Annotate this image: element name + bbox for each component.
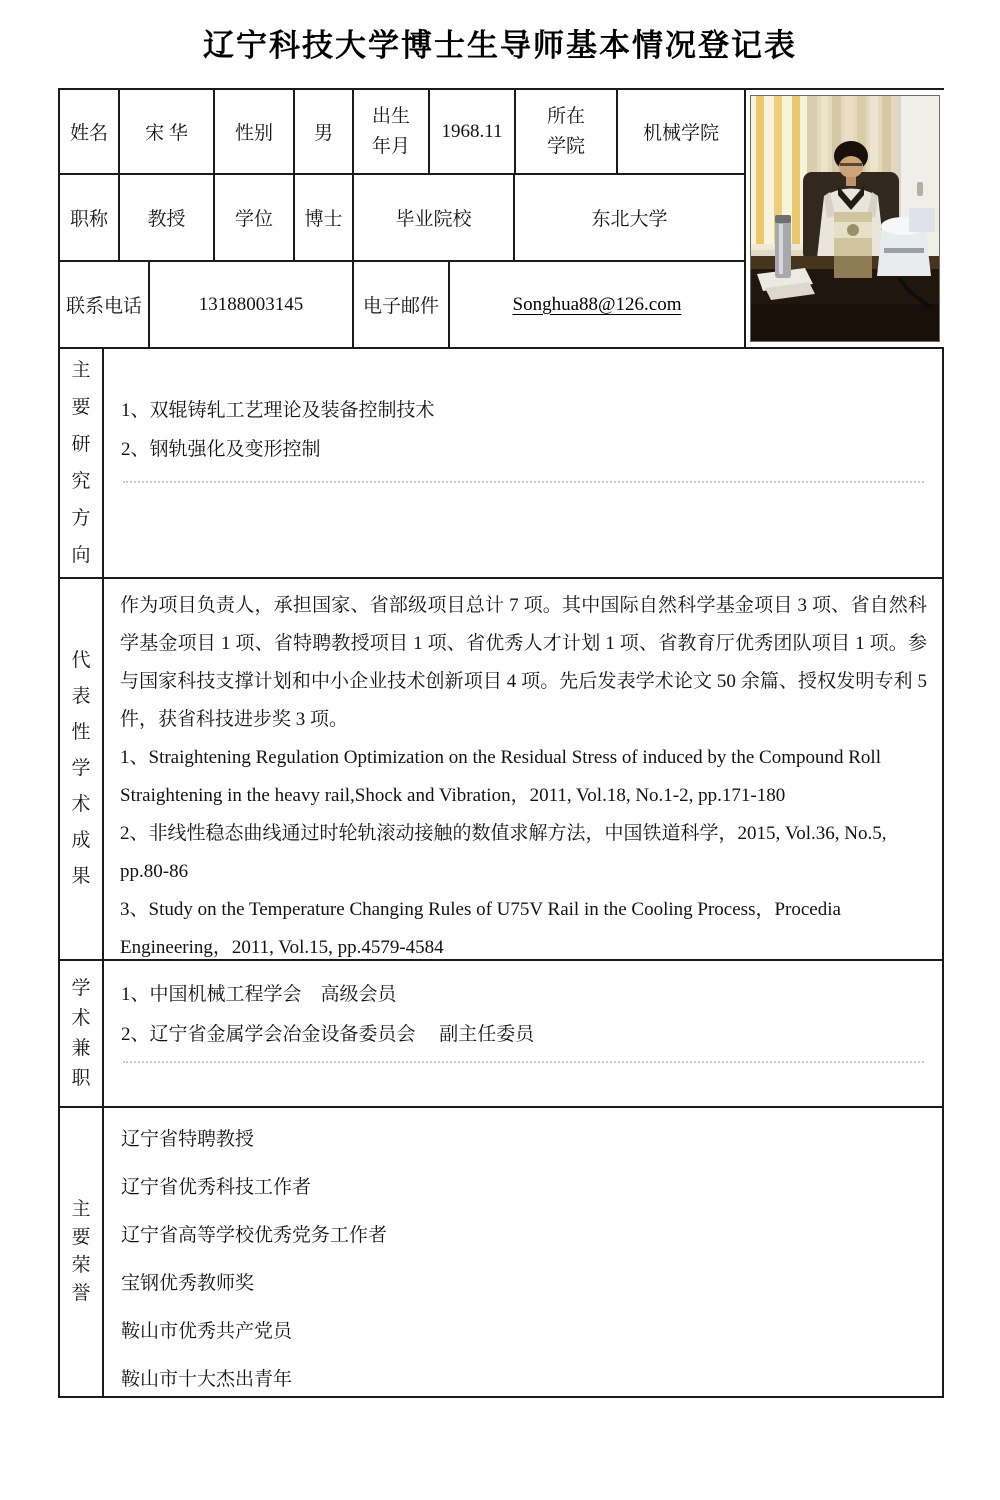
- honors-content: [104, 1108, 942, 1396]
- achievements-content: [104, 579, 942, 959]
- gender-label: 性别: [215, 90, 295, 173]
- achievement-item: 1、Straightening Regulation Optimization on the Residual Stress of induced by the Compound Roll Straightening in the heavy rail,Shock and Vibration，2011, Vol.18, No.1-2, pp.171-180: [120, 747, 881, 806]
- honor-item: 宝钢优秀教师奖: [121, 1273, 255, 1294]
- college-value: 机械学院: [642, 123, 719, 144]
- degree-label: 学位: [215, 175, 295, 260]
- college-label: 所在学院: [516, 90, 618, 173]
- achievements-section-label: 代表性学术成果: [60, 579, 104, 959]
- basic-info-section: [60, 90, 942, 349]
- research-section-label: 主要研究方向: [60, 349, 104, 577]
- info-row-1: [60, 90, 744, 175]
- birth-label: 出生年月: [354, 90, 430, 173]
- birth-value: 1968.11: [430, 90, 516, 173]
- page-title: 辽宁科技大学博士生导师基本情况登记表: [203, 28, 797, 63]
- achievements-paragraph: 作为项目负责人，承担国家、省部级项目总计 7 项。其中国际自然科学基金项目 3 项、省自然科学基金项目 1 项、省特聘教授项目 1 项、省优秀人才计划 1 项、省教育厅优秀团队项目 1 项。参与国家科技支撑计划和中小企业技术创新项目 4 项。先后发表学术论文 50 余篇、授权发明专利 5 件，获省科技进步奖 3 项。: [120, 595, 927, 730]
- memberships-content: [104, 961, 942, 1106]
- prof-title-value: 教授: [120, 175, 215, 260]
- grad-school-label: 毕业院校: [354, 175, 515, 260]
- phone-value: 13188003145: [150, 262, 354, 347]
- email-value: [450, 262, 744, 347]
- grad-school-value: 东北大学: [591, 209, 668, 230]
- email-label: 电子邮件: [354, 262, 450, 347]
- honor-item: 鞍山市十大杰出青年: [121, 1369, 293, 1390]
- name-label: 姓名: [60, 90, 120, 173]
- phone-label: 联系电话: [60, 262, 150, 347]
- research-section: [60, 349, 942, 579]
- honor-item: 辽宁省特聘教授: [121, 1129, 255, 1150]
- info-row-2: [60, 175, 744, 262]
- honor-item: 鞍山市优秀共产党员: [121, 1321, 293, 1342]
- research-content: [104, 349, 942, 577]
- info-row-3: [60, 262, 744, 347]
- basic-info-rows: [60, 90, 744, 347]
- photo-cell: [744, 90, 944, 347]
- email-link[interactable]: Songhua88@126.com: [512, 293, 682, 315]
- dotted-divider: [123, 481, 924, 483]
- research-item: 2、钢轨强化及变形控制: [121, 439, 321, 460]
- prof-title-label: 职称: [60, 175, 120, 260]
- degree-value: 博士: [295, 175, 354, 260]
- name-value: 宋 华: [120, 90, 215, 173]
- membership-item: 2、辽宁省金属学会冶金设备委员会 副主任委员: [121, 1024, 535, 1045]
- achievement-item: 2、非线性稳态曲线通过时轮轨滚动接触的数值求解方法，中国铁道科学，2015, Vol.36, No.5, pp.80-86: [120, 823, 887, 882]
- supervisor-photo: [750, 95, 940, 342]
- gender-value: 男: [295, 90, 354, 173]
- memberships-section: [60, 961, 942, 1108]
- honor-item: 辽宁省优秀科技工作者: [121, 1177, 312, 1198]
- achievements-section: [60, 579, 942, 961]
- research-item: 1、双辊铸轧工艺理论及装备控制技术: [121, 400, 435, 421]
- memberships-section-label: 学术兼职: [60, 961, 104, 1106]
- honors-section: [60, 1108, 942, 1396]
- info-table: [58, 88, 944, 1398]
- dotted-divider: [123, 1061, 924, 1063]
- honors-section-label: 主要荣誉: [60, 1108, 104, 1396]
- achievement-item: 3、Study on the Temperature Changing Rules of U75V Rail in the Cooling Process，Procedia Engineering，2011, Vol.15, pp.4579-4584: [120, 899, 841, 958]
- membership-item: 1、中国机械工程学会 高级会员: [121, 984, 397, 1005]
- honor-item: 辽宁省高等学校优秀党务工作者: [121, 1225, 388, 1246]
